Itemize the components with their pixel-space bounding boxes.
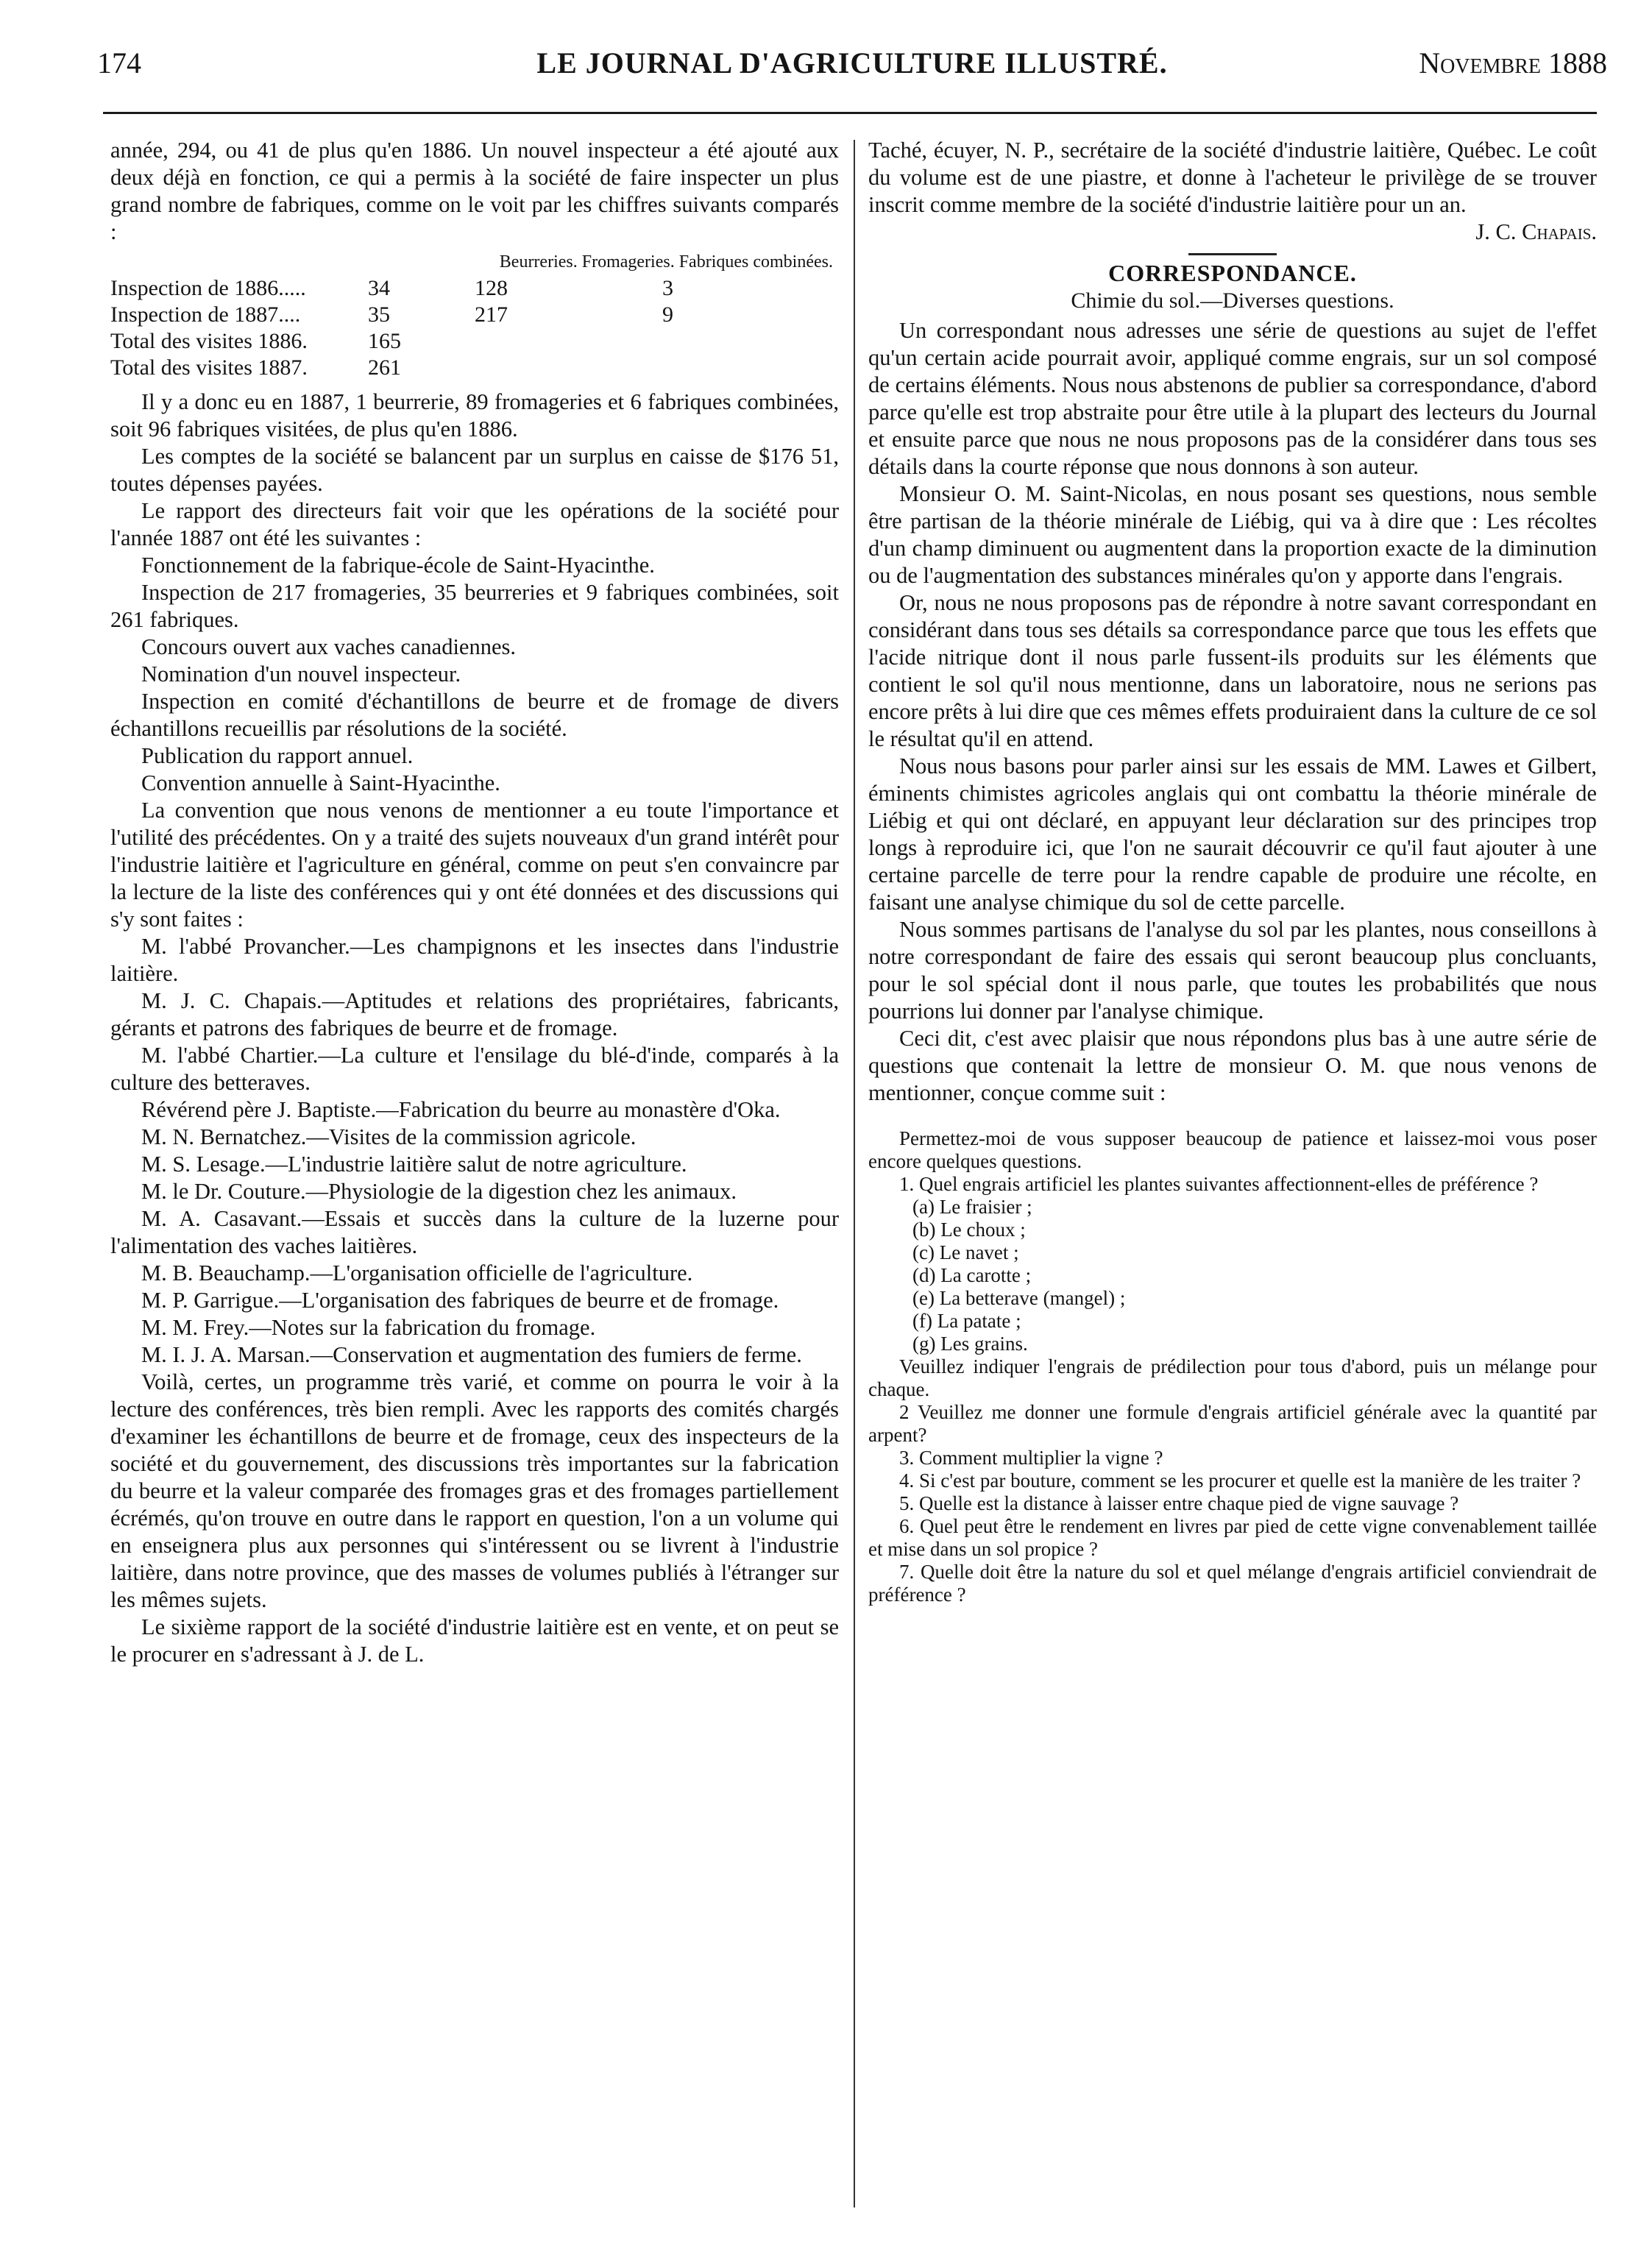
- page-number: 174: [97, 46, 141, 79]
- conference-item: M. S. Lesage.—L'industrie laitière salut de notre agriculture.: [141, 1152, 687, 1177]
- body-paragraph: Les comptes de la société se balancent par un surplus en caisse de $176 51, toutes dépenses payées.: [110, 444, 839, 496]
- letter-question: 6. Quel peut être le rendement en livres par pied de cette vigne convenablement taillée et mise dans un sol propice ?: [868, 1515, 1597, 1560]
- letter-question: 3. Comment multiplier la vigne ?: [899, 1447, 1163, 1469]
- plant-item: (b) Le choux ;: [912, 1219, 1026, 1241]
- conference-item: M. l'abbé Chartier.—La culture et l'ensilage du blé-d'inde, comparés à la culture des betteraves.: [110, 1043, 839, 1095]
- body-paragraph: Le sixième rapport de la société d'industrie laitière est en vente, et on peut se le procurer en s'adressant à J. de L.: [110, 1614, 839, 1667]
- right-intro: Taché, écuyer, N. P., secrétaire de la société d'industrie laitière, Québec. Le coût du volume est de une piastre, et donne à l'acheteur le privilège de se trouver inscrit comme membre de la société d'industrie laitière pour un an.: [868, 138, 1597, 217]
- body-paragraph: Le rapport des directeurs fait voir que les opérations de la société pour l'année 1887 ont été les suivantes :: [110, 498, 839, 550]
- section-subtitle: Chimie du sol.—Diverses questions.: [1071, 288, 1394, 313]
- plant-item: (g) Les grains.: [912, 1333, 1028, 1355]
- conference-item: M. le Dr. Couture.—Physiologie de la digestion chez les animaux.: [141, 1179, 737, 1204]
- conference-item: M. I. J. A. Marsan.—Conservation et augmentation des fumiers de ferme.: [141, 1342, 802, 1367]
- letter-question: 5. Quelle est la distance à laisser entre chaque pied de vigne sauvage ?: [899, 1492, 1459, 1514]
- body-paragraph: Ceci dit, c'est avec plaisir que nous répondons plus bas à une autre série de questions que contenait la lettre de monsieur O. M. que nous venons de mentionner, conçue comme suit :: [868, 1026, 1597, 1105]
- stats-label: Inspection de 1887....: [110, 302, 301, 327]
- issue-date: Novembre 1888: [1419, 46, 1607, 79]
- plant-item: (e) La betterave (mangel) ;: [912, 1287, 1126, 1309]
- letter-intro: Permettez-moi de vous supposer beaucoup de patience et laissez-moi vous poser encore quelques questions.: [868, 1127, 1597, 1172]
- body-paragraph: La convention que nous venons de mentionner a eu toute l'importance et l'utilité des précédentes. On y a traité des sujets nouveaux d'un grand intérêt pour l'industrie laitière et l'agriculture en général, comme on peut s'en convaincre par la lecture de la liste des conférences qui y ont été données et des discussions qui s'y sont faites :: [110, 798, 839, 932]
- plant-item: (f) La patate ;: [912, 1310, 1021, 1332]
- journal-title: LE JOURNAL D'AGRICULTURE ILLUSTRÉ.: [536, 46, 1168, 79]
- conference-item: Révérend père J. Baptiste.—Fabrication du beurre au monastère d'Oka.: [141, 1097, 781, 1122]
- quoted-letter: [868, 1127, 1597, 1606]
- letter-question: 2 Veuillez me donner une formule d'engrais artificiel générale avec la quantité par arpent?: [868, 1401, 1597, 1446]
- plant-item: (d) La carotte ;: [912, 1264, 1032, 1286]
- conference-item: M. B. Beauchamp.—L'organisation officielle de l'agriculture.: [141, 1260, 693, 1285]
- stats-fromageries: 217: [475, 302, 508, 327]
- column-divider: [854, 140, 855, 2207]
- operations-item: Concours ouvert aux vaches canadiennes.: [141, 634, 516, 659]
- operations-item: Fonctionnement de la fabrique-école de Saint-Hyacinthe.: [141, 553, 655, 578]
- letter-question: 1. Quel engrais artificiel les plantes suivantes affectionnent-elles de préférence ?: [899, 1173, 1539, 1195]
- stats-beurreries: 35: [368, 302, 390, 327]
- stats-header-combinees: Fabriques combinées.: [678, 252, 833, 272]
- left-column: [110, 137, 839, 1668]
- stats-beurreries: 261: [368, 355, 401, 380]
- stats-header-beurreries: Beurreries.: [499, 252, 578, 272]
- header-rule: [103, 112, 1597, 114]
- operations-item: Publication du rapport annuel.: [141, 743, 414, 768]
- stats-beurreries: 34: [368, 276, 390, 300]
- plant-item: (c) Le navet ;: [912, 1241, 1019, 1263]
- page-header: [97, 46, 1607, 90]
- conference-item: M. A. Casavant.—Essais et succès dans la culture de la luzerne pour l'alimentation des vaches laitières.: [110, 1206, 839, 1258]
- operations-item: Nomination d'un nouvel inspecteur.: [141, 662, 461, 687]
- body-paragraph: Nous nous basons pour parler ainsi sur les essais de MM. Lawes et Gilbert, éminents chimistes agricoles anglais qui ont combattu la théorie minérale de Liébig et qui ont déclaré, en appuyant leur déclaration sur des principes trop longs à reproduire ici, que l'on ne saurait découvrir ce qu'il faut ajouter à une certaine parcelle de terre pour la rendre capable de produire une récolte, en faisant une analyse chimique du sol de cette parcelle.: [868, 753, 1597, 915]
- stats-label: Total des visites 1887.: [110, 355, 308, 380]
- conference-item: M. J. C. Chapais.—Aptitudes et relations des propriétaires, fabricants, gérants et patrons des fabriques de beurre et de fromage.: [110, 988, 839, 1040]
- stats-beurreries: 165: [368, 329, 401, 353]
- right-column: [868, 137, 1597, 1606]
- stats-label: Inspection de 1886.....: [110, 276, 306, 300]
- body-paragraph: Un correspondant nous adresses une série de questions au sujet de l'effet qu'un certain acide pourrait avoir, appliqué comme engrais, sur un sol composé de certains éléments. Nous nous abstenons de publier sa correspondance, d'abord parce qu'elle est trop abstraite pour être utile à la plupart des lecteurs du Journal et ensuite parce que nous ne nous proposons pas de la considérer dans tous ses détails dans la courte réponse que nous donnons à son auteur.: [868, 318, 1597, 479]
- section-rule: [1188, 253, 1277, 255]
- conference-item: M. M. Frey.—Notes sur la fabrication du fromage.: [141, 1315, 596, 1340]
- body-paragraph: Or, nous ne nous proposons pas de répondre à notre savant correspondant en considérant dans tous ses détails sa correspondance parce que tous les effets que l'acide nitrique dont il nous parle fussent-ils produits sur les éléments que contient le sol qu'il nous mentionne, dans un laboratoire, nous ne serions pas encore prêts à lui dire que ces mêmes effets produiraient dans la culture de ce sol le résultat qu'il en attend.: [868, 590, 1597, 751]
- letter-question: 4. Si c'est par bouture, comment se les procurer et quelle est la manière de les traiter ?: [899, 1469, 1581, 1492]
- body-paragraph: Il y a donc eu en 1887, 1 beurrerie, 89 fromageries et 6 fabriques combinées, soit 96 fabriques visitées, de plus qu'en 1886.: [110, 389, 839, 441]
- body-paragraph: Voilà, certes, un programme très varié, et comme on pourra le voir à la lecture des conférences, très bien rempli. Avec les rapports des comités chargés d'examiner les échantillons de beurre et de fromage, ceux des inspecteurs de la société et du gouvernement, des discussions très importantes sur la fabrication du beurre et la valeur comparée des fromages gras et des fromages partiellement écrémés, qu'on trouve en outre dans le rapport en question, l'on a un volume qui en enseignera plus aux personnes qui s'intéressent ou se livrent à l'industrie laitière, dans notre province, que des masses de volumes publiés à l'étranger sur les mêmes sujets.: [110, 1369, 839, 1612]
- stats-fromageries: 128: [475, 276, 508, 300]
- conference-item: M. N. Bernatchez.—Visites de la commission agricole.: [141, 1124, 637, 1149]
- section-title: CORRESPONDANCE.: [1108, 260, 1357, 286]
- operations-item: Inspection en comité d'échantillons de beurre et de fromage de divers échantillons recueillis par résolutions de la société.: [110, 689, 839, 741]
- body-paragraph: Monsieur O. M. Saint-Nicolas, en nous posant ses questions, nous semble être partisan de la théorie minérale de Liébig, qui va à dire que : Les récoltes d'un champ diminuent ou augmentent dans la proportion exacte de la diminution ou de l'augmentation des substances minérales qu'on y apporte dans l'engrais.: [868, 481, 1597, 588]
- stats-header-row: [110, 249, 839, 275]
- stats-header-fromageries: Fromageries.: [581, 252, 675, 272]
- plant-item: (a) Le fraisier ;: [912, 1196, 1032, 1218]
- operations-item: Convention annuelle à Saint-Hyacinthe.: [141, 770, 500, 795]
- table-row: [110, 275, 839, 302]
- conference-item: M. P. Garrigue.—L'organisation des fabriques de beurre et de fromage.: [141, 1288, 779, 1313]
- stats-combinees: 3: [662, 276, 673, 300]
- table-row: [110, 328, 839, 355]
- stats-label: Total des visites 1886.: [110, 329, 308, 353]
- inspection-stats-table: [110, 249, 839, 381]
- letter-note: Veuillez indiquer l'engrais de prédilection pour tous d'abord, puis un mélange pour chaque.: [868, 1355, 1597, 1400]
- operations-item: Inspection de 217 fromageries, 35 beurreries et 9 fabriques combinées, soit 261 fabriques.: [110, 580, 839, 632]
- signature: J. C. Chapais.: [1475, 219, 1597, 244]
- letter-question: 7. Quelle doit être la nature du sol et quel mélange d'engrais artificiel conviendrait de préférence ?: [868, 1561, 1597, 1606]
- conference-item: M. l'abbé Provancher.—Les champignons et les insectes dans l'industrie laitière.: [110, 934, 839, 986]
- stats-combinees: 9: [662, 302, 673, 327]
- table-row: [110, 302, 839, 328]
- body-paragraph: Nous sommes partisans de l'analyse du sol par les plantes, nous conseillons à notre correspondant de faire des essais qui seront beaucoup plus concluants, pour le sol spécial dont il nous parle, que toutes les probabilités que nous pourrions lui donner par l'analyse chimique.: [868, 917, 1597, 1024]
- table-row: [110, 355, 839, 381]
- left-intro: année, 294, ou 41 de plus qu'en 1886. Un nouvel inspecteur a été ajouté aux deux déjà en fonction, ce qui a permis à la société de faire inspecter un plus grand nombre de fabriques, comme on le voit par les chiffres suivants comparés :: [110, 138, 839, 244]
